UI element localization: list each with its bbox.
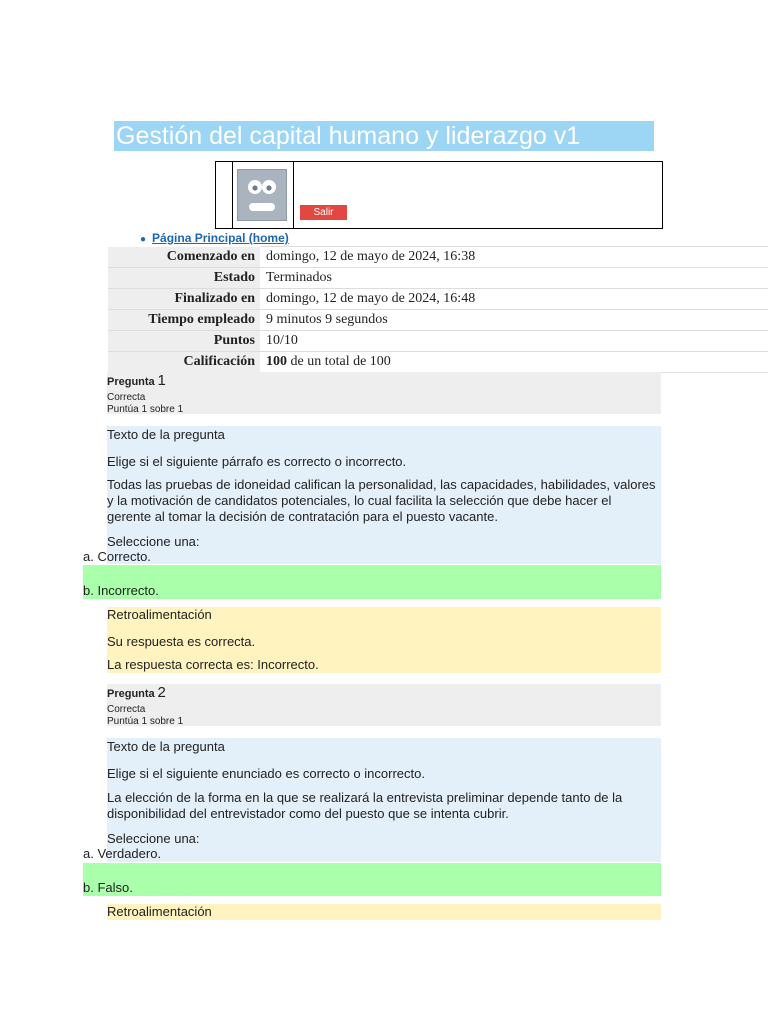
- grade-total: de un total de 100: [287, 354, 391, 369]
- bullet-icon: ●: [140, 234, 147, 245]
- feedback-box: [107, 607, 661, 673]
- answer-prompt: Seleccione una:: [107, 534, 200, 549]
- user-box-divider: [232, 162, 233, 228]
- question-status: Correcta: [107, 704, 146, 715]
- user-menu-box: [215, 161, 663, 229]
- feedback-heading: Retroalimentación: [107, 607, 212, 622]
- user-avatar-icon[interactable]: [237, 169, 287, 221]
- summary-value: 9 minutos 9 segundos: [261, 310, 768, 331]
- answer-prompt: Seleccione una:: [107, 831, 200, 846]
- table-row: [108, 289, 768, 310]
- answer-option-a[interactable]: a. Verdadero.: [83, 846, 162, 861]
- summary-label: Finalizado en: [108, 289, 261, 310]
- question-number: 2: [157, 684, 166, 701]
- question-score: Puntúa 1 sobre 1: [107, 404, 184, 415]
- question-instruction: Elige si el siguiente enunciado es correcto o incorrecto.: [107, 766, 425, 781]
- summary-value: 10/10: [261, 331, 768, 352]
- table-row: [108, 268, 768, 289]
- attempt-summary-table: [108, 246, 768, 373]
- question-text-heading: Texto de la pregunta: [107, 739, 225, 754]
- feedback-box: [107, 904, 661, 920]
- home-link[interactable]: Página Principal (home): [152, 231, 289, 245]
- question-content: [107, 738, 661, 862]
- question-content: [107, 426, 661, 564]
- summary-value: domingo, 12 de mayo de 2024, 16:48: [261, 289, 768, 310]
- question-body: La elección de la forma en la que se realizará la entrevista preliminar depende tanto de la disponibilidad del entrevistador como del puesto que se intenta cubrir.: [107, 790, 623, 821]
- question-text-heading: Texto de la pregunta: [107, 427, 225, 442]
- summary-value: domingo, 12 de mayo de 2024, 16:38: [261, 247, 768, 268]
- question-info: [107, 372, 661, 414]
- question-label: Pregunta: [107, 376, 155, 388]
- question-instruction: Elige si el siguiente párrafo es correcto o incorrecto.: [107, 454, 407, 469]
- summary-label: Puntos: [108, 331, 261, 352]
- course-title: Gestión del capital humano y liderazgo v1: [114, 121, 654, 151]
- summary-label: Calificación: [108, 352, 261, 373]
- summary-label: Tiempo empleado: [108, 310, 261, 331]
- table-row: [108, 310, 768, 331]
- grade-score: 100: [266, 354, 287, 369]
- table-row: [108, 247, 768, 268]
- table-row: [108, 331, 768, 352]
- question-label: Pregunta: [107, 688, 155, 700]
- table-row: [108, 352, 768, 373]
- feedback-result: Su respuesta es correcta.: [107, 634, 256, 649]
- question-body: Todas las pruebas de idoneidad califican la personalidad, las capacidades, habilidades, valores y la motivación de candidatos potenciales, lo cual facilita la selección que debe hacer el gerente al tomar la decisión de contratación para el puesto vacante.: [107, 477, 656, 524]
- summary-value: [261, 352, 768, 373]
- summary-value: Terminados: [261, 268, 768, 289]
- question-number: 1: [157, 372, 166, 389]
- question-status: Correcta: [107, 392, 146, 403]
- question-score: Puntúa 1 sobre 1: [107, 716, 184, 727]
- question-info: [107, 684, 661, 726]
- answer-option-b[interactable]: b. Incorrecto.: [83, 565, 661, 599]
- summary-label: Comenzado en: [108, 247, 261, 268]
- feedback-heading: Retroalimentación: [107, 904, 212, 919]
- feedback-answer: La respuesta correcta es: Incorrecto.: [107, 657, 319, 672]
- answer-option-b[interactable]: b. Falso.: [83, 863, 661, 896]
- summary-label: Estado: [108, 268, 261, 289]
- answer-option-a[interactable]: a. Correcto.: [83, 549, 151, 564]
- logout-button[interactable]: Salir: [300, 205, 347, 220]
- user-box-divider: [293, 162, 294, 228]
- breadcrumb: [140, 230, 289, 246]
